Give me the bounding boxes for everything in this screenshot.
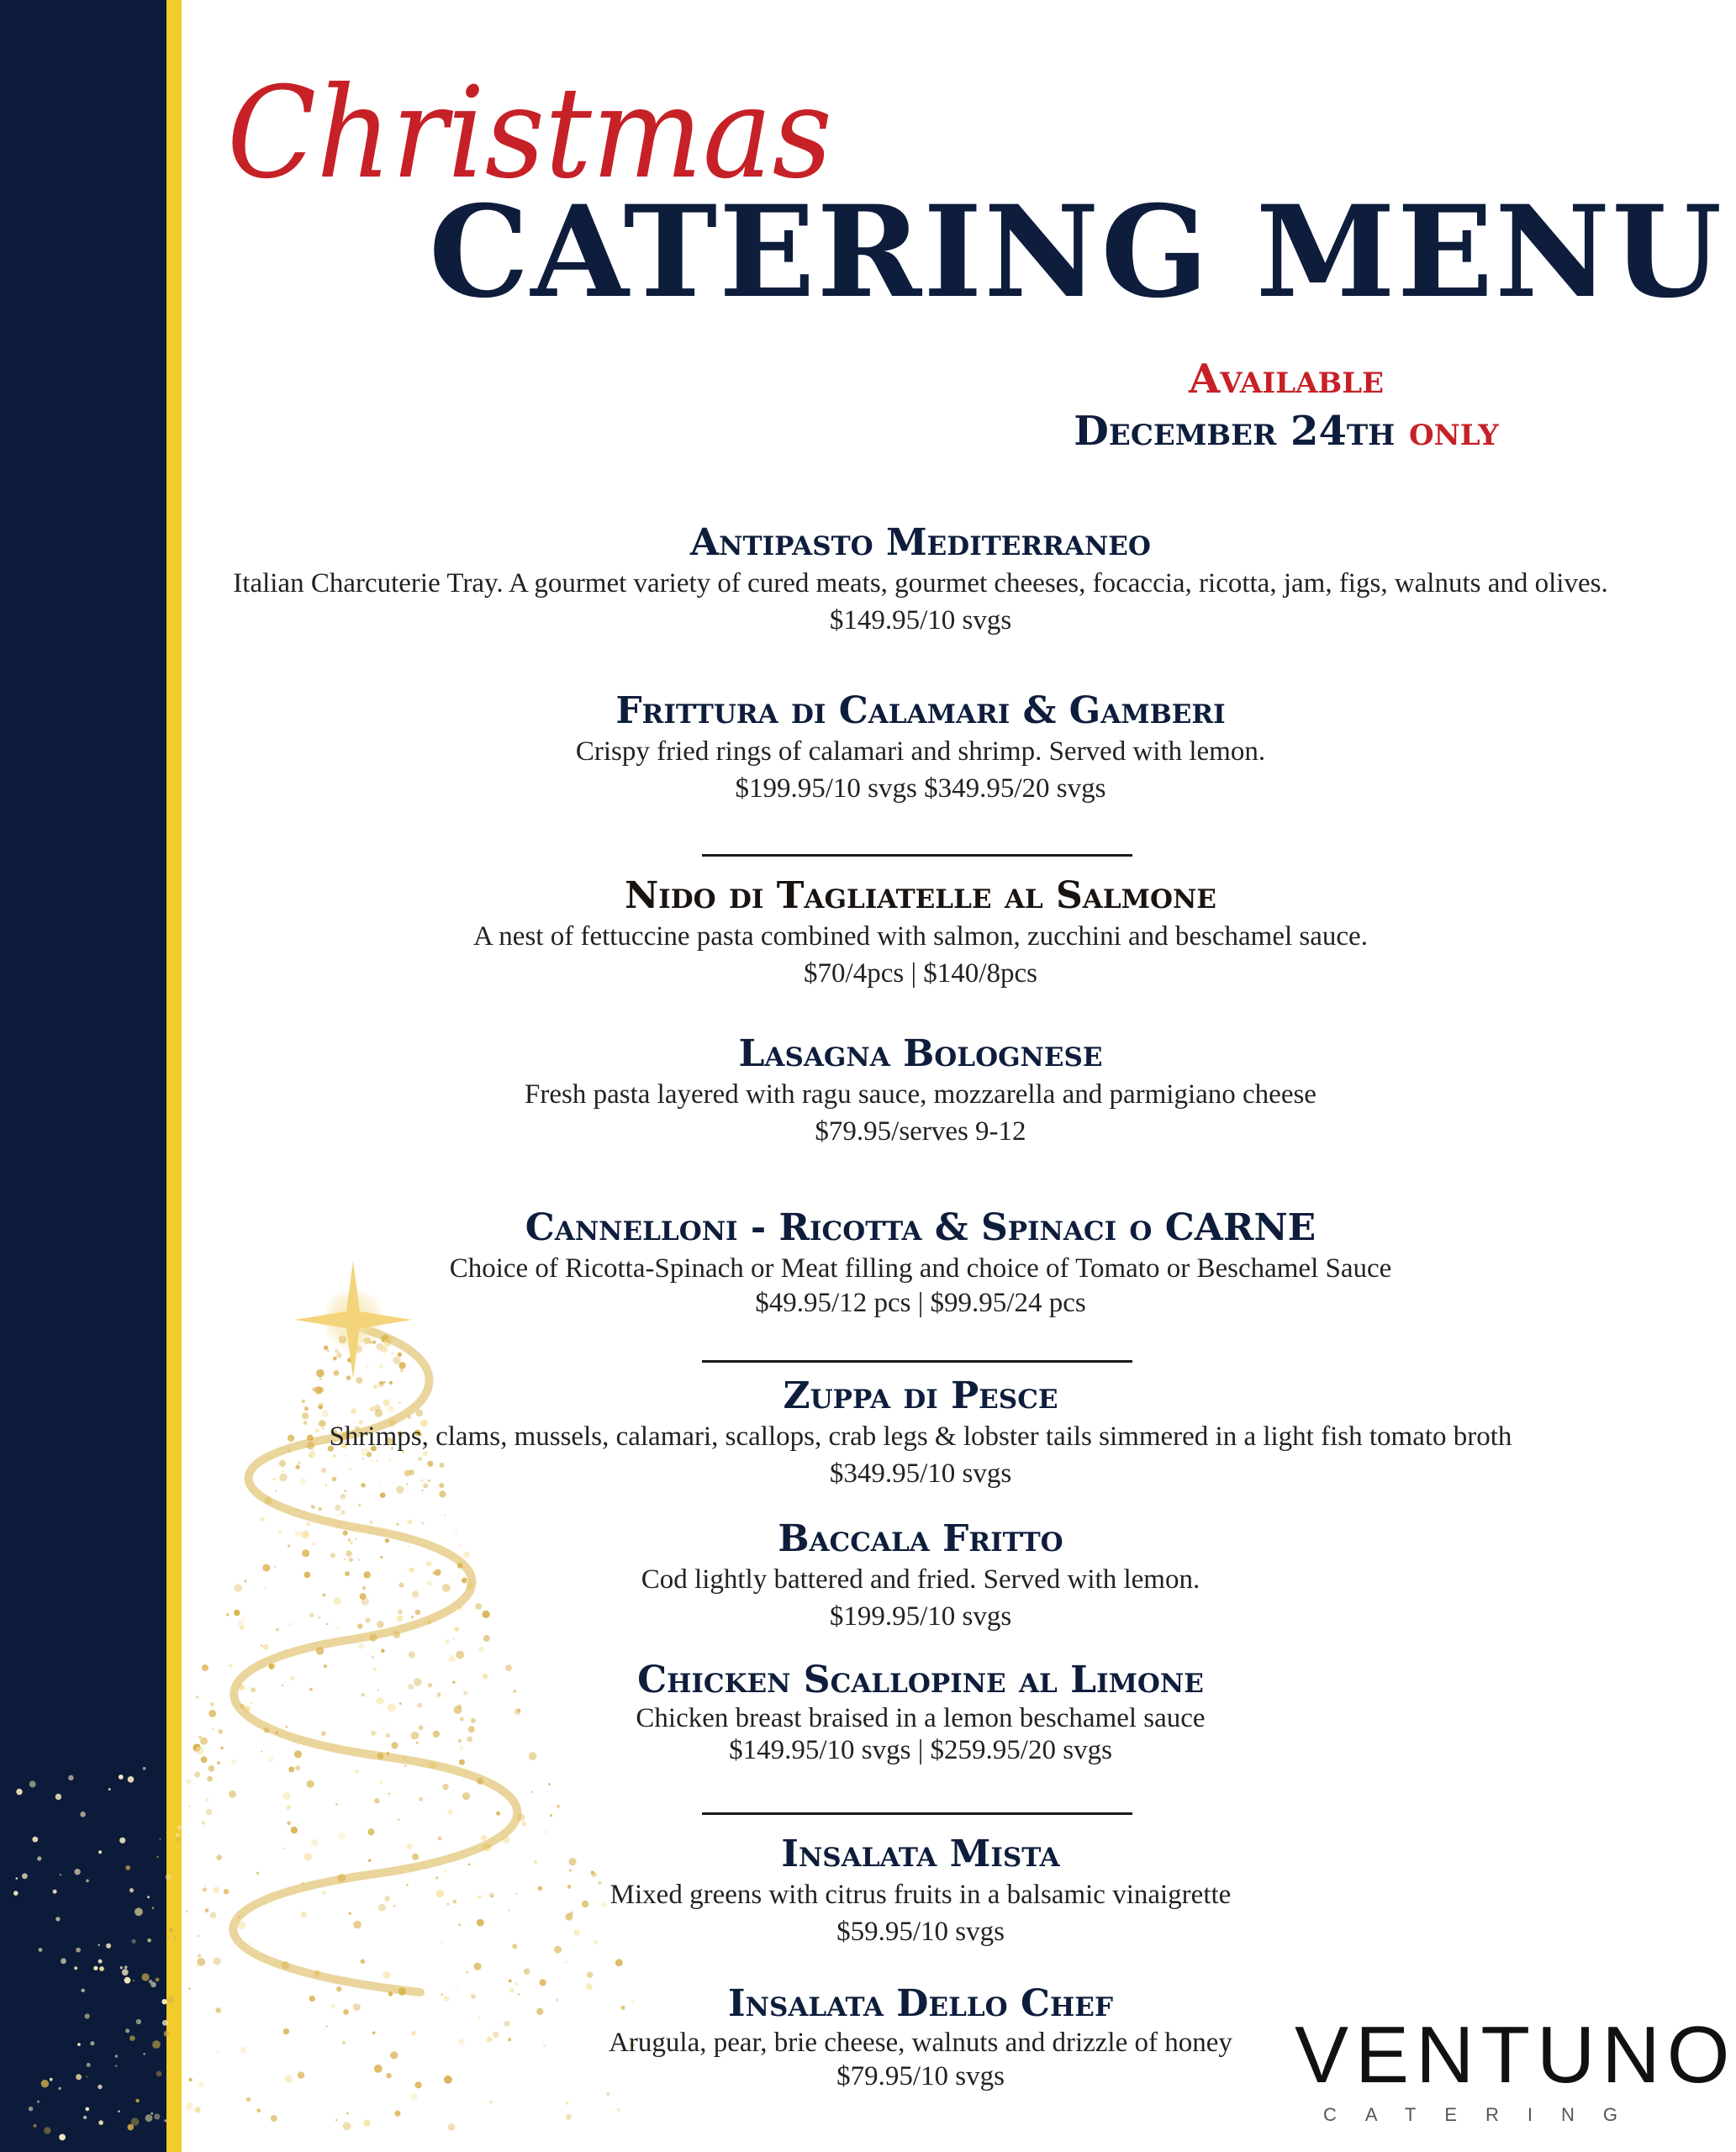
- menu-item: [185, 1206, 1656, 1319]
- item-name: Zuppa di Pesce: [783, 1374, 1058, 1417]
- item-price: $79.95/10 svgs: [836, 2061, 1005, 2091]
- item-name: Antipasto Mediterraneo: [690, 521, 1151, 564]
- menu-item: [185, 1659, 1656, 1766]
- item-description: Italian Charcuterie Tray. A gourmet variety of cured meats, gourmet cheeses, focaccia, ricotta, jam, figs, walnuts and olives.: [233, 568, 1608, 599]
- menu-item: [185, 1032, 1656, 1150]
- item-name: Lasagna Bolognese: [738, 1032, 1103, 1075]
- logo-name: VENTUNO: [1295, 2010, 1736, 2100]
- menu-item: [185, 521, 1656, 639]
- menu-item: [185, 874, 1656, 992]
- item-price: $149.95/10 svgs | $259.95/20 svgs: [729, 1735, 1112, 1765]
- only-label: only: [1409, 408, 1499, 455]
- item-description: Shrimps, clams, mussels, calamari, scallops, crab legs & lobster tails simmered in a light fish tomato broth: [329, 1421, 1512, 1452]
- menu-item: [185, 1517, 1656, 1635]
- item-name: Chicken Scallopine al Limone: [637, 1659, 1204, 1701]
- logo-tagline: CATERING: [1323, 2104, 1647, 2125]
- item-price: $79.95/serves 9-12: [815, 1116, 1026, 1147]
- item-description: A nest of fettuccine pasta combined with salmon, zucchini and beschamel sauce.: [473, 921, 1368, 952]
- menu-item: [185, 1833, 1656, 1950]
- svg-text:Christmas: Christmas: [227, 61, 832, 207]
- section-divider: [702, 1812, 1132, 1815]
- item-description: Cod lightly battered and fried. Served with lemon.: [641, 1564, 1200, 1595]
- item-description: Crispy fried rings of calamari and shrimp. Served with lemon.: [575, 736, 1266, 767]
- item-name: Baccala Fritto: [778, 1517, 1063, 1560]
- menu-item: [185, 689, 1656, 807]
- item-description: Fresh pasta layered with ragu sauce, mozzarella and parmigiano cheese: [525, 1079, 1317, 1110]
- item-price: $70/4pcs | $140/8pcs: [804, 958, 1037, 989]
- item-name: Insalata Mista: [781, 1833, 1060, 1875]
- availability-notice: [992, 353, 1580, 457]
- item-price: $49.95/12 pcs | $99.95/24 pcs: [755, 1288, 1086, 1318]
- date-label: December 24th: [1074, 408, 1396, 455]
- section-divider: [702, 854, 1132, 857]
- item-price: $199.95/10 svgs: [829, 1601, 1012, 1632]
- item-name: Insalata Dello Chef: [728, 1982, 1113, 2025]
- section-divider: [702, 1360, 1132, 1363]
- item-description: Choice of Ricotta-Spinach or Meat filling and choice of Tomato or Beschamel Sauce: [449, 1253, 1392, 1284]
- item-description: Chicken breast braised in a lemon beschamel sauce: [636, 1703, 1206, 1733]
- item-price: $149.95/10 svgs: [829, 605, 1012, 636]
- main-title: CATERING MENU: [429, 178, 1724, 326]
- available-label: Available: [1188, 356, 1385, 403]
- menu-item: [185, 1374, 1656, 1492]
- item-name: Cannelloni - Ricotta & Spinaci o CARNE: [525, 1206, 1317, 1249]
- item-price: $349.95/10 svgs: [829, 1458, 1012, 1489]
- item-description: Arugula, pear, brie cheese, walnuts and drizzle of honey: [609, 2028, 1232, 2058]
- item-price: $59.95/10 svgs: [836, 1917, 1005, 1947]
- ventuno-logo: [1295, 2010, 1736, 2128]
- item-description: Mixed greens with citrus fruits in a balsamic vinaigrette: [609, 1880, 1232, 1910]
- item-price: $199.95/10 svgs $349.95/20 svgs: [735, 773, 1106, 804]
- item-name: Nido di Tagliatelle al Salmone: [625, 874, 1216, 917]
- item-name: Frittura di Calamari & Gamberi: [615, 689, 1226, 732]
